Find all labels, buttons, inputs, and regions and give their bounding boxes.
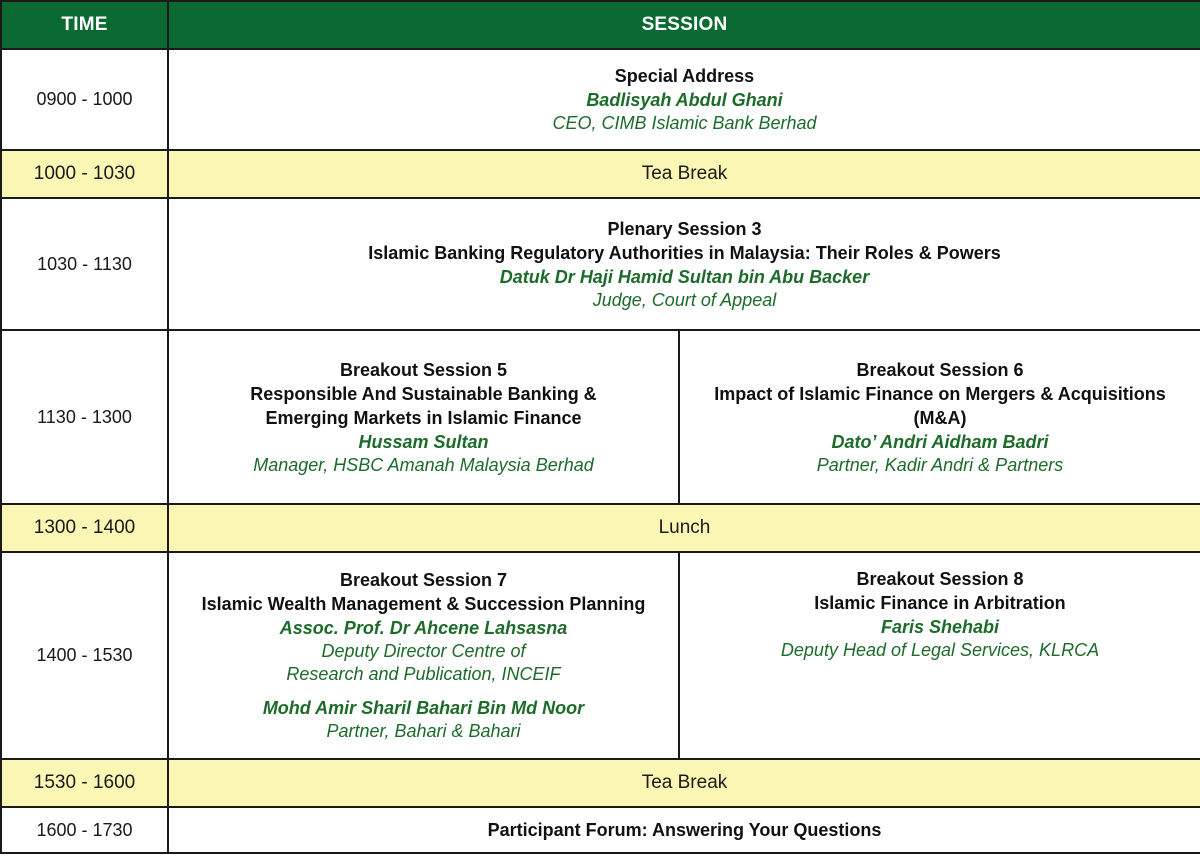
speaker-name: Badlisyah Abdul Ghani [586, 90, 783, 110]
speaker-name: Dato’ Andri Aidham Badri [831, 431, 1049, 452]
time-cell: 0900 - 1000 [1, 49, 168, 150]
breakout-cell-right [679, 330, 1200, 504]
agenda-row [1, 330, 1200, 504]
break-row [1, 150, 1200, 198]
time-cell: 1400 - 1530 [1, 552, 168, 759]
agenda-row [1, 552, 1200, 759]
speaker-name: Assoc. Prof. Dr Ahcene Lahsasna [279, 618, 568, 638]
break-label: Tea Break [168, 150, 1200, 198]
session-cell [168, 807, 1200, 853]
time-cell: 1600 - 1730 [1, 807, 168, 853]
session-title: Breakout Session 6 [856, 359, 1024, 380]
session-title: Special Address [614, 66, 755, 86]
session-subtitle: Responsible And Sustainable Banking & [250, 383, 597, 404]
session-subtitle: Islamic Wealth Management & Succession Planning [201, 594, 646, 614]
speaker-role: Judge, Court of Appeal [592, 289, 777, 310]
session-title: Breakout Session 5 [339, 359, 508, 380]
speaker-role: Research and Publication, INCEIF [286, 664, 561, 684]
session-title: Breakout Session 7 [339, 570, 508, 590]
session-subtitle: Islamic Finance in Arbitration [814, 593, 1066, 613]
session-subtitle: Islamic Banking Regulatory Authorities in Malaysia: Their Roles & Powers [368, 242, 1001, 263]
session-title: Participant Forum: Answering Your Questions [487, 820, 882, 840]
agenda-row [1, 807, 1200, 853]
break-label: Lunch [168, 504, 1200, 552]
speaker-name: Mohd Amir Sharil Bahari Bin Md Noor [262, 698, 585, 718]
break-row [1, 759, 1200, 807]
speaker-role: Deputy Head of Legal Services, KLRCA [780, 640, 1100, 660]
time-cell: 1530 - 1600 [1, 759, 168, 807]
breakout-cell-right [679, 552, 1200, 759]
breakout-cell-left [168, 552, 679, 759]
speaker-role: Deputy Director Centre of [321, 641, 526, 661]
speaker-name: Faris Shehabi [880, 617, 1000, 637]
time-cell: 1300 - 1400 [1, 504, 168, 552]
speaker-name: Datuk Dr Haji Hamid Sultan bin Abu Backer [499, 266, 870, 287]
speaker-role: Manager, HSBC Amanah Malaysia Berhad [253, 454, 594, 475]
speaker-role: Partner, Bahari & Bahari [326, 721, 521, 741]
agenda-row [1, 49, 1200, 150]
session-title: Breakout Session 8 [856, 569, 1024, 589]
session-subtitle: (M&A) [913, 407, 967, 428]
speaker-role: Partner, Kadir Andri & Partners [816, 454, 1064, 475]
agenda-row [1, 198, 1200, 330]
session-title: Plenary Session 3 [607, 218, 762, 239]
speaker-role: CEO, CIMB Islamic Bank Berhad [552, 113, 817, 133]
spacer [169, 686, 678, 696]
session-subtitle: Emerging Markets in Islamic Finance [265, 407, 582, 428]
time-cell: 1030 - 1130 [1, 198, 168, 330]
time-cell: 1130 - 1300 [1, 330, 168, 504]
time-column-header: TIME [1, 1, 168, 49]
break-label: Tea Break [168, 759, 1200, 807]
break-row [1, 504, 1200, 552]
session-cell [168, 198, 1200, 330]
header-row [1, 1, 1200, 49]
session-cell [168, 49, 1200, 150]
breakout-cell-left [168, 330, 679, 504]
time-cell: 1000 - 1030 [1, 150, 168, 198]
session-subtitle: Impact of Islamic Finance on Mergers & Acquisitions [714, 383, 1166, 404]
speaker-name: Hussam Sultan [358, 431, 489, 452]
session-column-header: SESSION [168, 1, 1200, 49]
